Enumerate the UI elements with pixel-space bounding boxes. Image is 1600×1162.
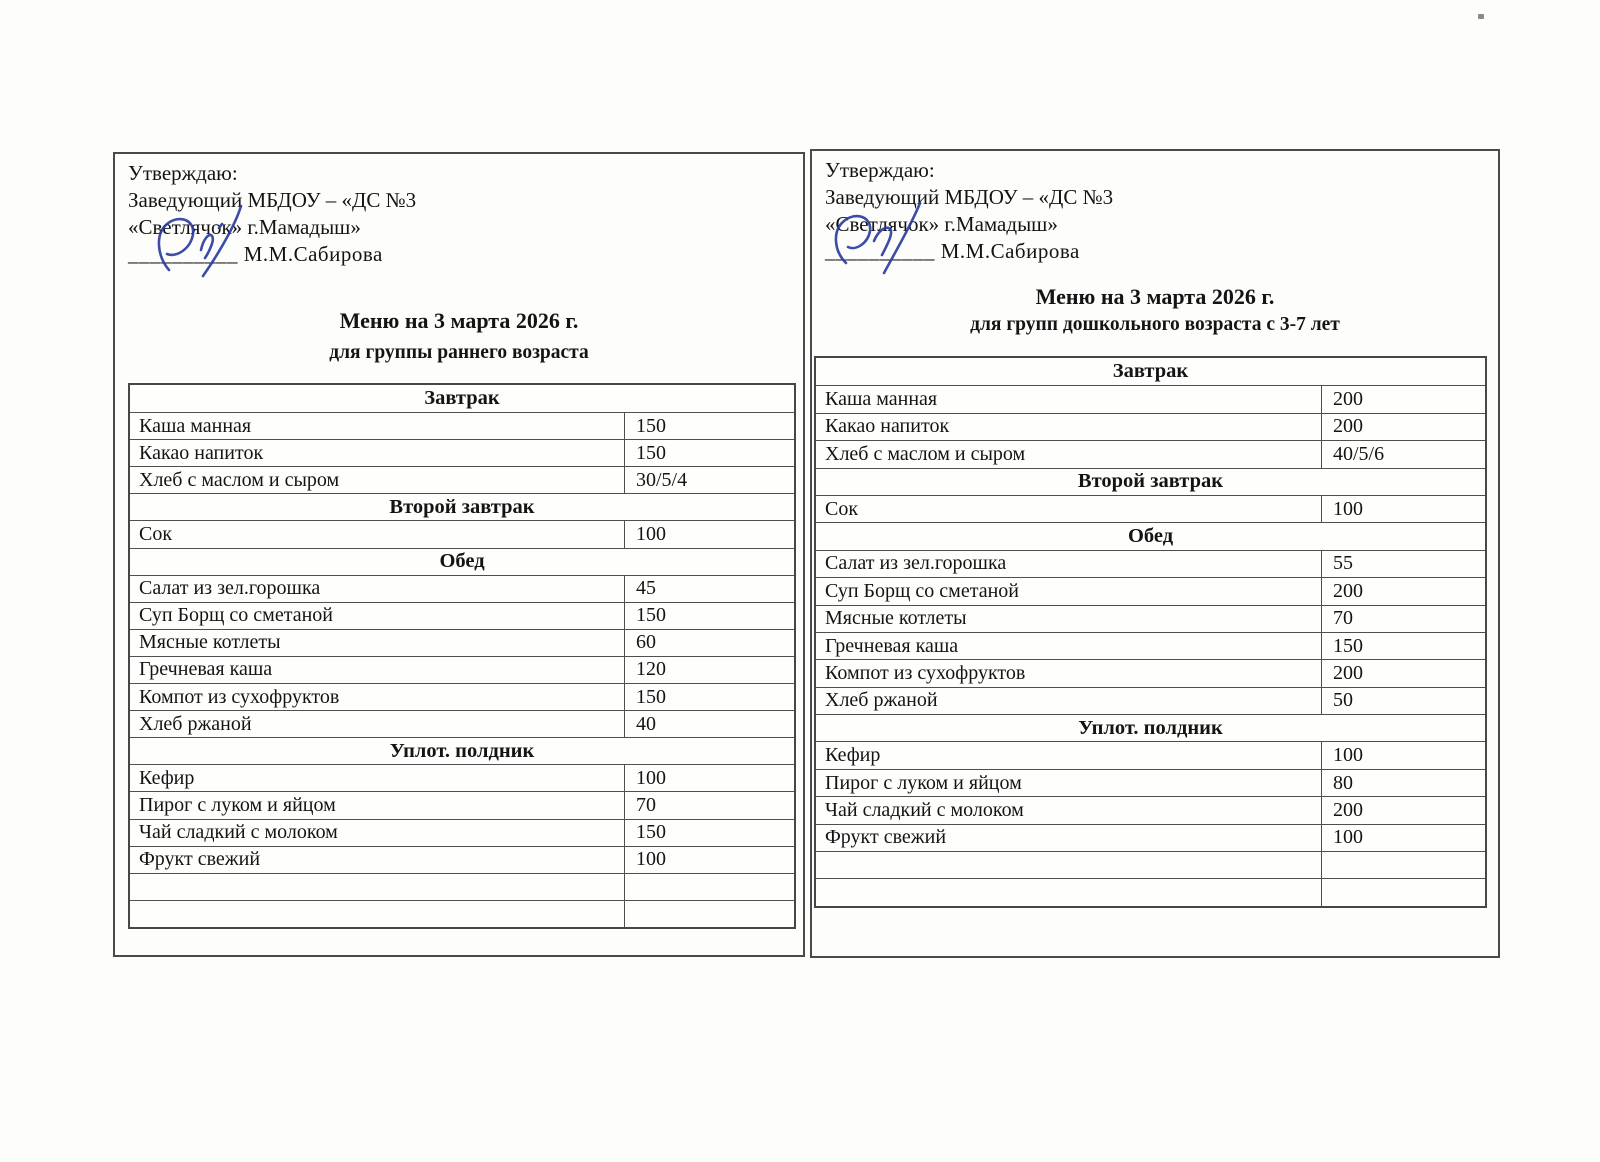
menu-item-name: [816, 852, 1322, 878]
approval-line: Заведующий МБДОУ – «ДС №3: [128, 188, 417, 212]
menu-item-qty: 100: [1333, 497, 1363, 520]
menu-subtitle: для групп дошкольного возраста с 3-7 лет: [970, 314, 1340, 335]
menu-item-row: [130, 412, 794, 439]
approval-line: Заведующий МБДОУ – «ДС №3: [825, 185, 1114, 209]
menu-item-row: [130, 439, 794, 466]
menu-section-label: Обед: [1127, 525, 1174, 548]
menu-item-qty: [1322, 852, 1485, 878]
menu-item-qty: 100: [1333, 744, 1363, 767]
menu-item-row: [816, 741, 1485, 768]
menu-item-qty: 150: [636, 414, 666, 437]
menu-item-name: Компот из сухофруктов: [816, 660, 1322, 686]
menu-item-row: [130, 656, 794, 683]
menu-item-name: Салат из зел.горошка: [816, 551, 1322, 577]
menu-item-name: Гречневая каша: [816, 633, 1322, 659]
menu-section-label: Уплот. полдник: [1078, 716, 1223, 739]
menu-item-qty: 80: [1333, 771, 1353, 794]
menu-section-row: [130, 385, 794, 412]
menu-item-row: [816, 687, 1485, 714]
signature-row: [825, 238, 1113, 265]
menu-page-left: [113, 152, 805, 957]
approval-line: «Светлячок» г.Мамадыш»: [825, 212, 1058, 236]
menu-item-row: [816, 824, 1485, 851]
menu-item-name: Кефир: [130, 765, 625, 791]
menu-item-row: [130, 819, 794, 846]
menu-item-qty: 150: [636, 441, 666, 464]
menu-item-name: [130, 901, 625, 927]
menu-table-right: [814, 356, 1487, 908]
menu-section-row: [816, 714, 1485, 741]
menu-item-row: [816, 385, 1485, 412]
menu-item-qty: 40: [636, 712, 656, 735]
menu-item-name: Каша манная: [816, 386, 1322, 412]
menu-subtitle: для группы раннего возраста: [329, 342, 589, 363]
menu-item-qty: 70: [636, 793, 656, 816]
menu-item-qty: 150: [1333, 634, 1363, 657]
menu-item-qty: 45: [636, 577, 656, 600]
signature-underline: __________: [128, 242, 238, 266]
menu-section-row: [816, 522, 1485, 549]
menu-item-name: Пирог с луком и яйцом: [816, 770, 1322, 796]
menu-item-qty: 200: [1333, 415, 1363, 438]
menu-item-row: [816, 605, 1485, 632]
menu-item-name: Гречневая каша: [130, 657, 625, 683]
menu-item-qty: 150: [636, 821, 666, 844]
signature-row: [128, 241, 416, 268]
menu-item-qty: 100: [636, 848, 666, 871]
signer-name: М.М.Сабирова: [243, 242, 383, 266]
menu-item-qty: 70: [1333, 607, 1353, 630]
menu-item-row: [816, 413, 1485, 440]
menu-item-qty: [625, 901, 794, 927]
scan-speck-mark: [1478, 14, 1484, 19]
menu-section-label: Второй завтрак: [1077, 470, 1224, 493]
menu-item-row: [130, 873, 794, 900]
menu-item-name: Компот из сухофруктов: [130, 684, 625, 710]
menu-item-name: Мясные котлеты: [816, 606, 1322, 632]
menu-item-name: [816, 879, 1322, 905]
menu-item-name: Хлеб ржаной: [816, 688, 1322, 714]
menu-item-row: [816, 440, 1485, 467]
approval-block: [128, 160, 416, 268]
menu-item-qty: 150: [636, 685, 666, 708]
menu-item-row: [816, 769, 1485, 796]
menu-item-name: Мясные котлеты: [130, 630, 625, 656]
menu-item-row: [816, 577, 1485, 604]
menu-item-row: [816, 796, 1485, 823]
approval-block: [825, 157, 1113, 265]
menu-item-row: [130, 900, 794, 927]
signature-underline: __________: [825, 239, 935, 263]
menu-item-qty: 120: [636, 658, 666, 681]
menu-item-row: [130, 629, 794, 656]
signer-name: М.М.Сабирова: [940, 239, 1080, 263]
menu-item-row: [130, 791, 794, 818]
menu-item-row: [816, 851, 1485, 878]
menu-item-qty: 50: [1333, 689, 1353, 712]
menu-item-row: [816, 632, 1485, 659]
menu-item-name: Салат из зел.горошка: [130, 576, 625, 602]
menu-item-qty: 150: [636, 604, 666, 627]
menu-item-qty: 200: [1333, 579, 1363, 602]
menu-item-row: [816, 659, 1485, 686]
menu-item-name: Сок: [130, 521, 625, 547]
approval-line: Утверждаю:: [825, 158, 935, 182]
menu-item-qty: 200: [1333, 798, 1363, 821]
menu-item-row: [816, 878, 1485, 905]
menu-item-name: Какао напиток: [130, 440, 625, 466]
menu-item-qty: [625, 874, 794, 900]
menu-item-qty: 30/5/4: [636, 468, 688, 491]
menu-item-row: [816, 495, 1485, 522]
menu-table-left: [128, 383, 796, 929]
menu-item-name: Чай сладкий с молоком: [816, 797, 1322, 823]
menu-item-row: [130, 710, 794, 737]
menu-item-qty: 100: [636, 766, 666, 789]
menu-item-name: [130, 874, 625, 900]
menu-item-qty: 100: [636, 523, 666, 546]
menu-item-name: Суп Борщ со сметаной: [816, 578, 1322, 604]
menu-page-right: [810, 149, 1500, 958]
menu-section-label: Завтрак: [424, 387, 500, 410]
menu-item-qty: 60: [636, 631, 656, 654]
menu-item-row: [130, 764, 794, 791]
menu-title: Меню на 3 марта 2026 г.: [339, 308, 579, 333]
menu-item-name: Чай сладкий с молоком: [130, 820, 625, 846]
menu-section-label: Завтрак: [1112, 360, 1189, 383]
menu-item-name: Фрукт свежий: [816, 825, 1322, 851]
menu-section-row: [816, 358, 1485, 385]
menu-item-row: [130, 602, 794, 629]
menu-item-name: Пирог с луком и яйцом: [130, 792, 625, 818]
menu-item-name: Фрукт свежий: [130, 847, 625, 873]
menu-section-row: [130, 737, 794, 764]
menu-section-label: Уплот. полдник: [389, 739, 535, 762]
menu-item-name: Хлеб с маслом и сыром: [130, 467, 625, 493]
menu-item-name: Каша манная: [130, 413, 625, 439]
menu-item-row: [130, 575, 794, 602]
approval-line: Утверждаю:: [128, 161, 238, 185]
menu-item-name: Хлеб ржаной: [130, 711, 625, 737]
menu-item-name: Сок: [816, 496, 1322, 522]
menu-item-row: [816, 550, 1485, 577]
menu-item-name: Суп Борщ со сметаной: [130, 603, 625, 629]
menu-section-row: [130, 548, 794, 575]
menu-item-qty: 200: [1333, 388, 1363, 411]
menu-item-row: [130, 846, 794, 873]
menu-item-row: [130, 466, 794, 493]
menu-item-qty: [1322, 879, 1485, 905]
menu-item-name: Какао напиток: [816, 414, 1322, 440]
menu-item-name: Кефир: [816, 742, 1322, 768]
menu-item-name: Хлеб с маслом и сыром: [816, 441, 1322, 467]
menu-title: Меню на 3 марта 2026 г.: [1035, 284, 1275, 309]
menu-item-qty: 55: [1333, 552, 1353, 575]
menu-item-qty: 200: [1333, 661, 1363, 684]
menu-section-row: [130, 493, 794, 520]
menu-item-qty: 100: [1333, 826, 1363, 849]
menu-section-label: Обед: [439, 550, 485, 573]
menu-item-qty: 40/5/6: [1333, 442, 1385, 465]
menu-section-row: [816, 468, 1485, 495]
approval-line: «Светлячок» г.Мамадыш»: [128, 215, 361, 239]
menu-item-row: [130, 520, 794, 547]
menu-section-label: Второй завтрак: [389, 495, 535, 518]
menu-item-row: [130, 683, 794, 710]
